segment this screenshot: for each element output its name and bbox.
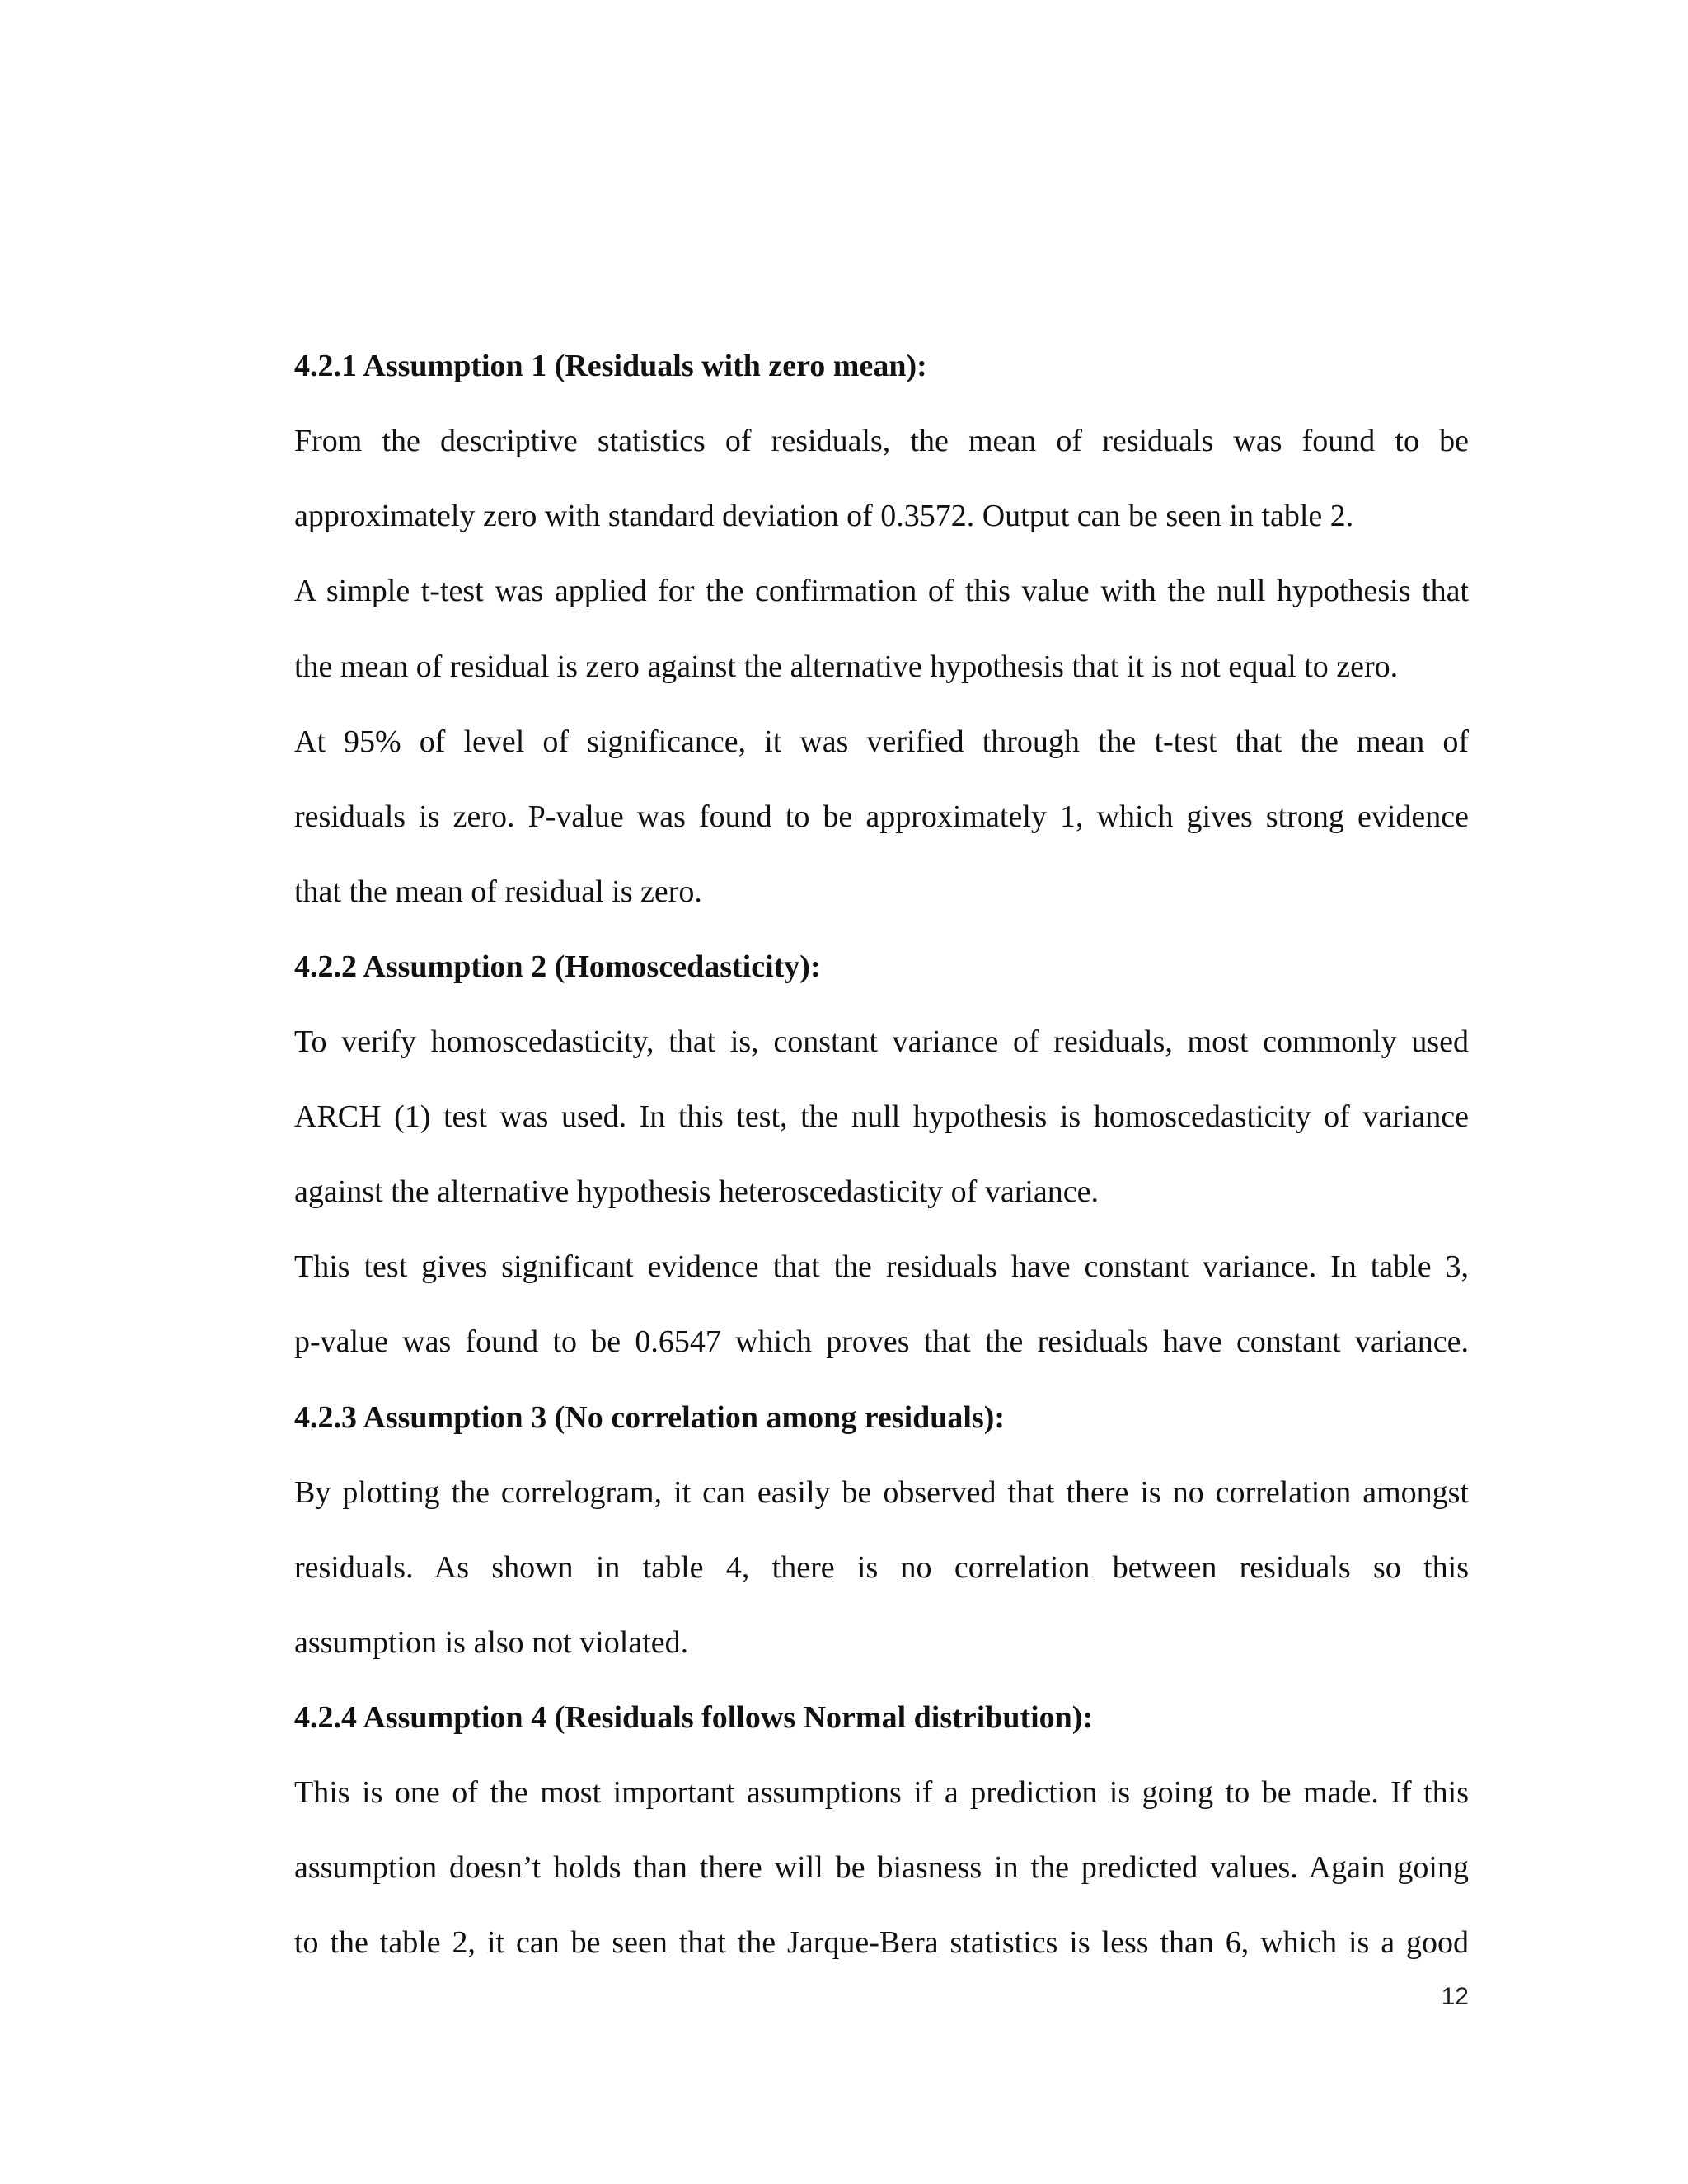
text-line: that the mean of residual is zero. [294, 874, 702, 909]
text-line: p-value was found to be 0.6547 which proves that the residuals have constant variance. [294, 1324, 1469, 1359]
text-line: assumption is also not violated. [294, 1625, 689, 1660]
text-line: This test gives significant evidence that the residuals have constant variance. In table 3, [294, 1249, 1469, 1284]
text-line: the mean of residual is zero against the alternative hypothesis that it is not equal to zero. [294, 649, 1399, 684]
text-line: approximately zero with standard deviation of 0.3572. Output can be seen in table 2. [294, 499, 1354, 533]
text-line: To verify homoscedasticity, that is, constant variance of residuals, most commonly used [294, 1024, 1469, 1059]
text-line: against the alternative hypothesis heteroscedasticity of variance. [294, 1174, 1100, 1209]
text-line: At 95% of level of significance, it was verified through the t-test that the mean of [294, 724, 1469, 759]
text-line: assumption doesn’t holds than there will be biasness in the predicted values. Again going [294, 1850, 1469, 1885]
text-line: ARCH (1) test was used. In this test, the null hypothesis is homoscedasticity of variance [294, 1099, 1469, 1134]
section-heading-4-2-1: 4.2.1 Assumption 1 (Residuals with zero mean): [294, 349, 927, 383]
text-line: residuals is zero. P-value was found to be approximately 1, which gives strong evidence [294, 799, 1469, 834]
text-line: From the descriptive statistics of residuals, the mean of residuals was found to be [294, 424, 1469, 458]
text-line: This is one of the most important assumptions if a prediction is going to be made. If this [294, 1775, 1469, 1810]
text-line: By plotting the correlogram, it can easily be observed that there is no correlation amongst [294, 1475, 1469, 1510]
text-line: A simple t-test was applied for the confirmation of this value with the null hypothesis that [294, 574, 1469, 608]
page-number: 12 [1441, 1983, 1469, 2010]
text-line: residuals. As shown in table 4, there is no correlation between residuals so this [294, 1550, 1469, 1585]
text-line: to the table 2, it can be seen that the Jarque-Bera statistics is less than 6, which is a good [294, 1925, 1469, 1960]
section-heading-4-2-3: 4.2.3 Assumption 3 (No correlation among residuals): [294, 1400, 1006, 1435]
section-heading-4-2-2: 4.2.2 Assumption 2 (Homoscedasticity): [294, 949, 821, 984]
section-heading-4-2-4: 4.2.4 Assumption 4 (Residuals follows Normal distribution): [294, 1700, 1094, 1735]
